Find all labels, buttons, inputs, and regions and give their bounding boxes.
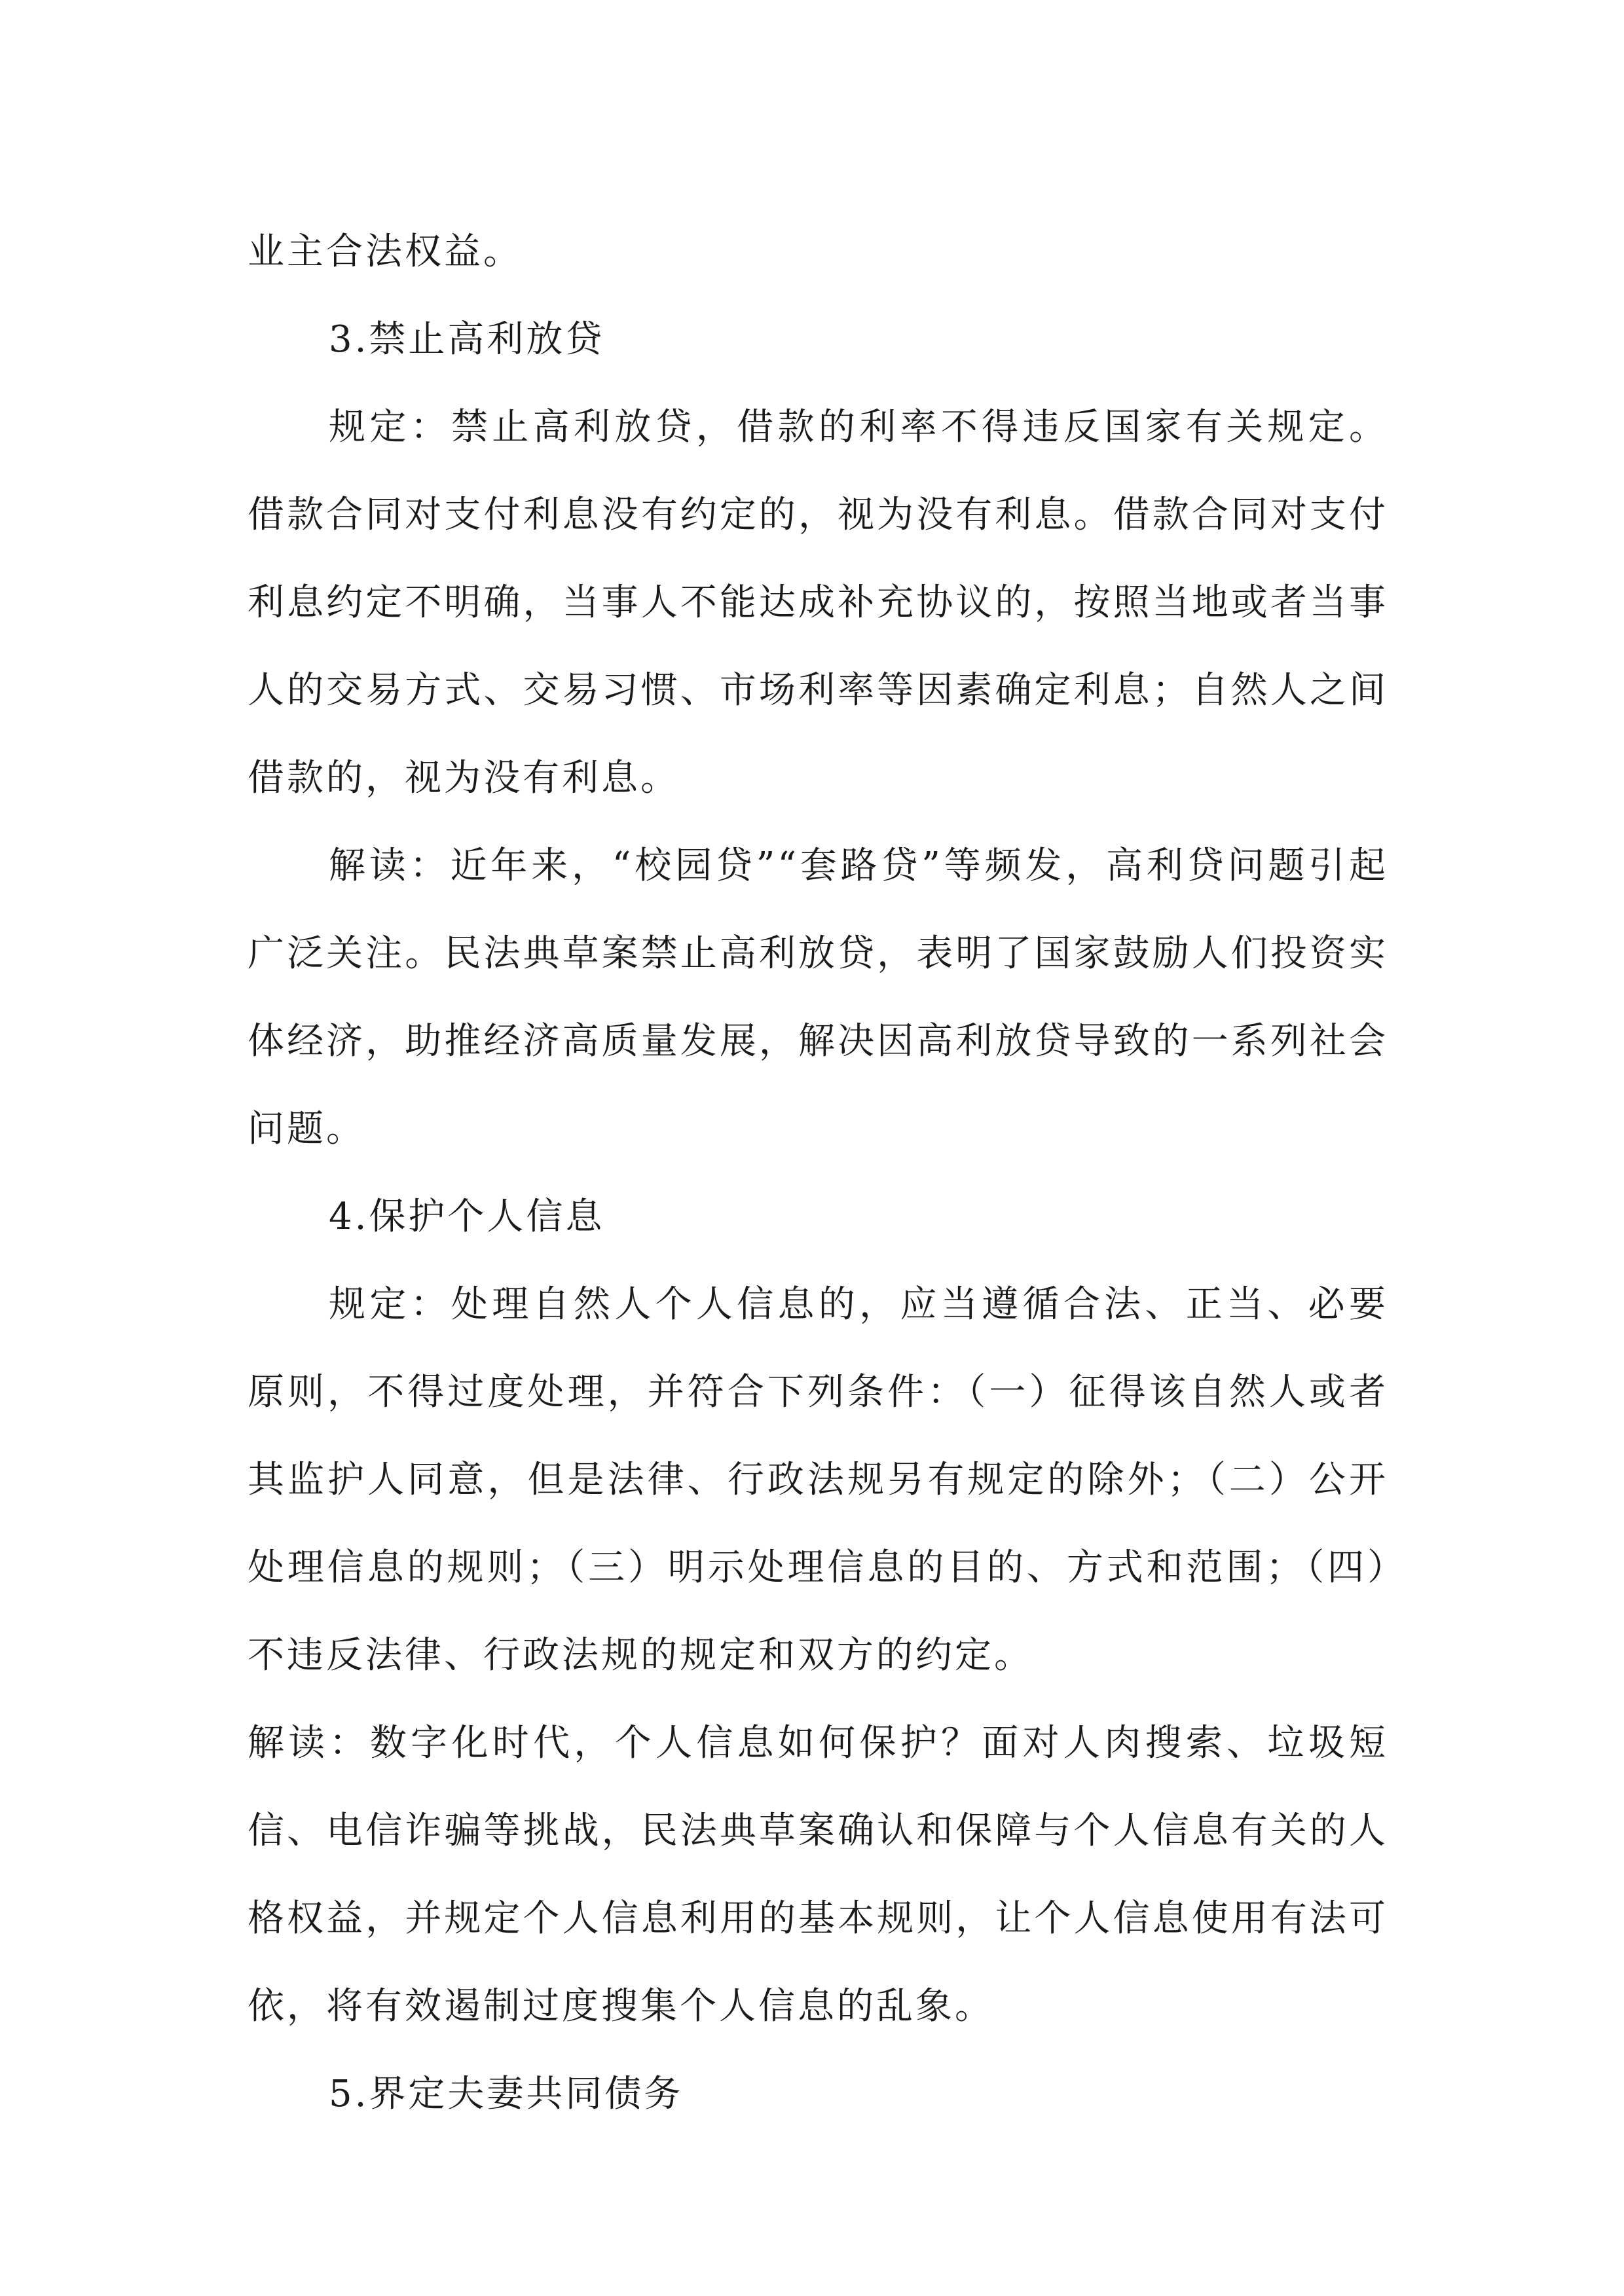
paragraph-continuation: 业主合法权益。 — [248, 230, 523, 273]
paragraph-interpretation-3: 解读：近年来，“校园贷”“套路贷”等频发，高利贷问题引起广泛关注。民法典草案禁止高利放贷，表明了国家鼓励人们投资实体经济，助推经济高质量发展，解决因高利放贷导致的一系列社会问题。 — [248, 845, 1388, 1150]
document-body — [248, 208, 1388, 2138]
section-heading-5: 5.界定夫妻共同债务 — [329, 2073, 684, 2115]
paragraph-interpretation-4: 解读：数字化时代，个人信息如何保护？面对人肉搜索、垃圾短信、电信诈骗等挑战，民法典草案确认和保障与个人信息有关的人格权益，并规定个人信息利用的基本规则，让个人信息使用有法可依，将有效遏制过度搜集个人信息的乱象。 — [248, 1722, 1388, 2028]
paragraph-regulation-3: 规定：禁止高利放贷，借款的利率不得违反国家有关规定。借款合同对支付利息没有约定的，视为没有利息。借款合同对支付利息约定不明确，当事人不能达成补充协议的，按照当地或者当事人的交易方式、交易习惯、市场利率等因素确定利息；自然人之间借款的，视为没有利息。 — [248, 406, 1388, 799]
paragraph-regulation-4: 规定：处理自然人个人信息的，应当遵循合法、正当、必要原则，不得过度处理，并符合下列条件：（一）征得该自然人或者其监护人同意，但是法律、行政法规另有规定的除外；（二）公开处理信息的规则；（三）明示处理信息的目的、方式和范围；（四）不违反法律、行政法规的规定和双方的约定。 — [248, 1283, 1388, 1677]
section-heading-4: 4.保护个人信息 — [329, 1195, 605, 1238]
section-heading-3: 3.禁止高利放贷 — [329, 318, 605, 361]
